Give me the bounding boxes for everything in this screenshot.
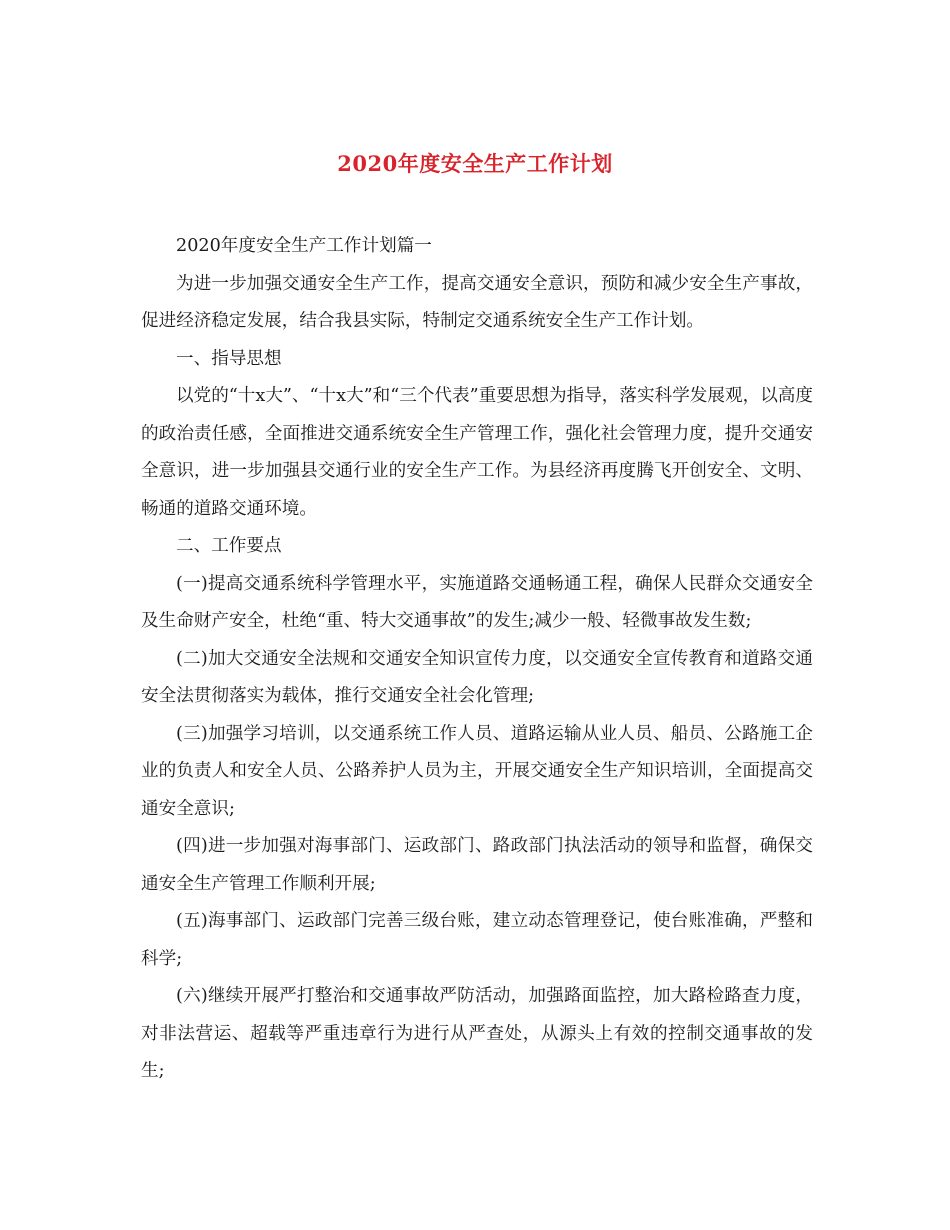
work-point-item: (三)加强学习培训，以交通系统工作人员、道路运输从业人员、船员、公路施工企业的负责人和安全人员、公路养护人员为主，开展交通安全生产知识培训，全面提高交通安全意识;	[141, 723, 813, 819]
guiding-thought-paragraph: 以党的“十x大”、“十x大”和“三个代表”重要思想为指导，落实科学发展观，以高度的政治责任感，全面推进交通系统安全生产管理工作，强化社会管理力度，提升交通安全意识，进一步加强县交通行业的安全生产工作。为县经济再度腾飞开创安全、文明、畅通的道路交通环境。	[141, 386, 813, 519]
work-point-item: (六)继续开展严打整治和交通事故严防活动，加强路面监控，加大路检路查力度，对非法营运、超载等严重违章行为进行从严查处，从源头上有效的控制交通事故的发生;	[141, 986, 813, 1081]
work-point-item: (二)加大交通安全法规和交通安全知识宣传力度，以交通安全宣传教育和道路交通安全法贯彻落实为载体，推行交通安全社会化管理;	[141, 648, 813, 706]
section-heading-plan: 2020年度安全生产工作计划篇一	[176, 236, 432, 256]
work-point-item: (一)提高交通系统科学管理水平，实施道路交通畅通工程，确保人民群众交通安全及生命财产安全，杜绝“重、特大交通事故”的发生;减少一般、轻微事故发生数;	[141, 573, 813, 631]
section-heading-guiding-thought: 一、指导思想	[176, 348, 282, 369]
intro-paragraph: 为进一步加强交通安全生产工作，提高交通安全意识，预防和减少安全生产事故，促进经济稳定发展，结合我县实际，特制定交通系统安全生产工作计划。	[141, 273, 813, 331]
document-body	[141, 228, 813, 1091]
document-title: 2020年度安全生产工作计划	[337, 151, 613, 176]
work-point-item: (五)海事部门、运政部门完善三级台账，建立动态管理登记，使台账准确，严整和科学;	[141, 911, 813, 969]
section-heading-work-points: 二、工作要点	[176, 536, 282, 556]
work-point-item: (四)进一步加强对海事部门、运政部门、路政部门执法活动的领导和监督，确保交通安全生产管理工作顺利开展;	[141, 836, 813, 894]
